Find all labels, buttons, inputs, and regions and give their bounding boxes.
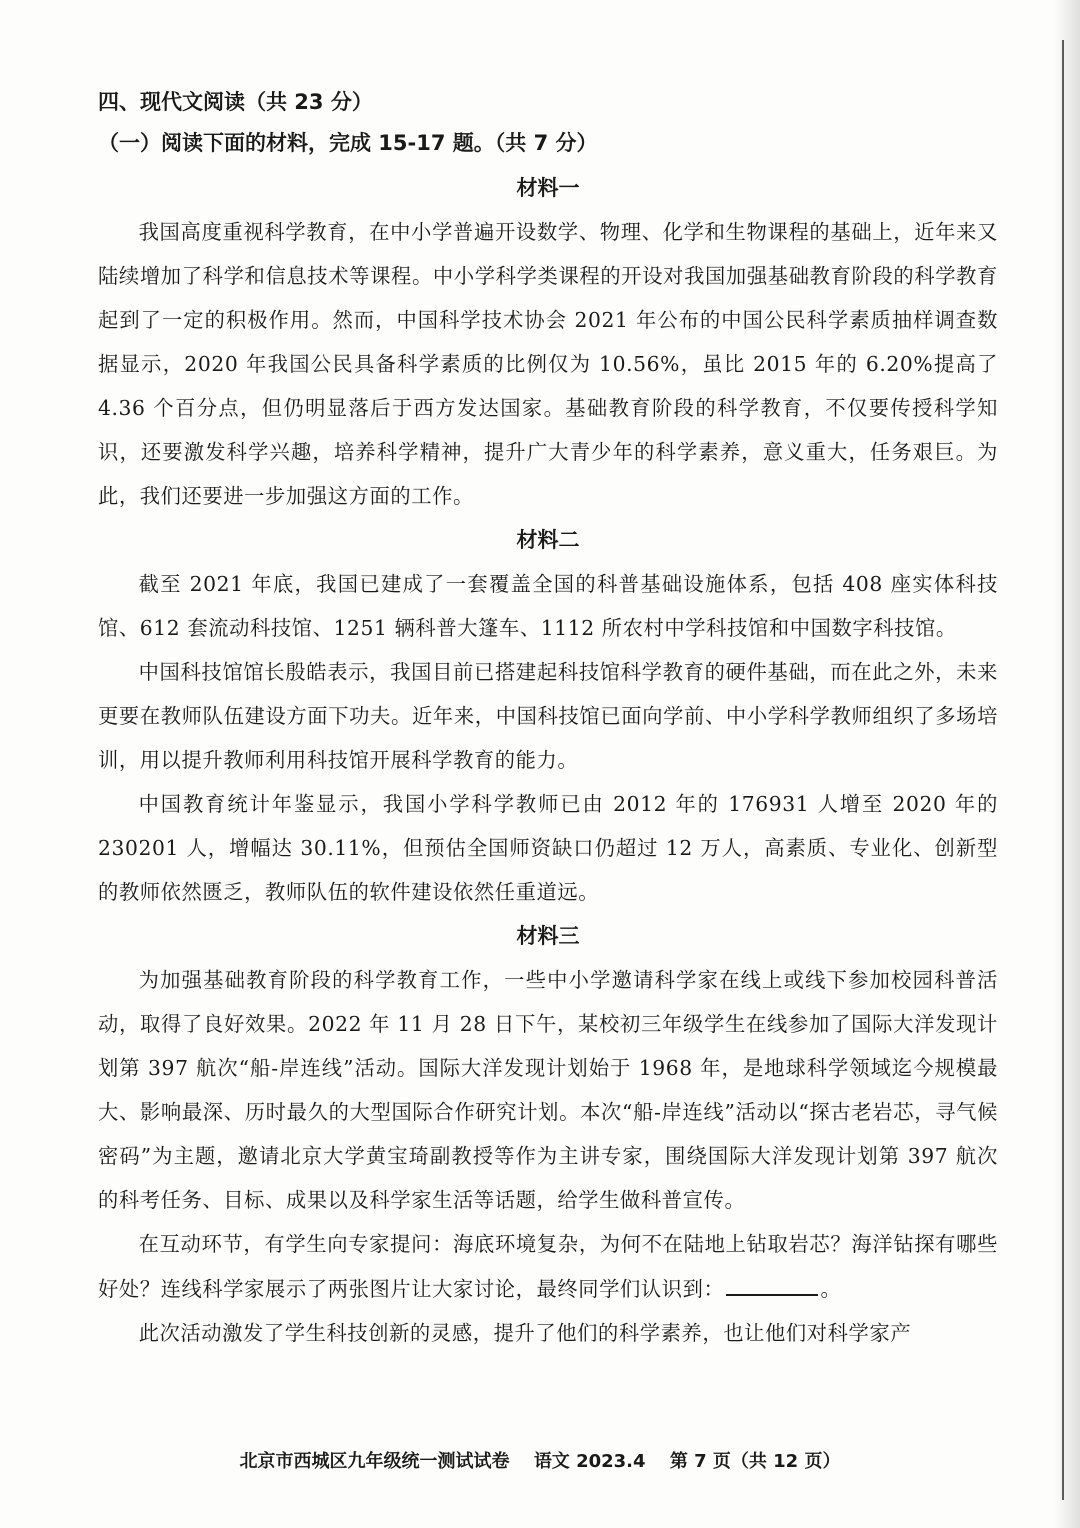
material-three — [98, 914, 998, 1355]
page-fold-line — [1062, 40, 1064, 1500]
question-end: 。 — [820, 1277, 842, 1301]
footer-exam-name: 北京市西城区九年级统一测试试卷 — [239, 1451, 510, 1472]
material-two — [98, 518, 998, 914]
footer-page-number: 第 7 页（共 12 页） — [669, 1451, 841, 1472]
material-three-paragraph: 为加强基础教育阶段的科学教育工作，一些中小学邀请科学家在线上或线下参加校园科普活动，取得了良好效果。2022 年 11 月 28 日下午，某校初三年级学生在线参加了国际大洋发现计划第 397 航次“船-岸连线”活动。国际大洋发现计划始于 1968 年，是地球科学领域迄今规模最大、影响最深、历时最久的大型国际合作研究计划。本次“船-岸连线”活动以“探古老岩芯，寻气候密码”为主题，邀请北京大学黄宝琦副教授等作为主讲专家，围绕国际大洋发现计划第 397 航次的科考任务、目标、成果以及科学家生活等话题，给学生做科普宣传。 — [98, 968, 998, 1212]
answer-blank[interactable] — [726, 1266, 818, 1296]
section-title: 四、现代文阅读（共 23 分） — [98, 90, 373, 114]
page-footer — [0, 1448, 1080, 1476]
section-subtitle: （一）阅读下面的材料，完成 15-17 题。（共 7 分） — [98, 131, 598, 155]
material-two-paragraph: 中国科技馆馆长殷皓表示，我国目前已搭建起科技馆科学教育的硬件基础，而在此之外，未来更要在教师队伍建设方面下功夫。近年来，中国科技馆已面向学前、中小学科学教师组织了多场培训，用以提升教师利用科技馆开展科学教育的能力。 — [98, 660, 998, 772]
material-one-paragraph: 我国高度重视科学教育，在中小学普遍开设数学、物理、化学和生物课程的基础上，近年来又陆续增加了科学和信息技术等课程。中小学科学类课程的开设对我国加强基础教育阶段的科学教育起到了一定的积极作用。然而，中国科学技术协会 2021 年公布的中国公民科学素质抽样调查数据显示，2020 年我国公民具备科学素质的比例仅为 10.56%，虽比 2015 年的 6.20%提高了 4.36 个百分点，但仍明显落后于西方发达国家。基础教育阶段的科学教育，不仅要传授科学知识，还要激发科学兴趣，培养科学精神，提升广大青少年的科学素养，意义重大，任务艰巨。为此，我们还要进一步加强这方面的工作。 — [98, 220, 998, 508]
material-three-paragraph: 此次活动激发了学生科技创新的灵感，提升了他们的科学素养，也让他们对科学家产 — [138, 1321, 912, 1345]
material-three-question-paragraph — [98, 1222, 998, 1311]
reading-section — [98, 84, 998, 1355]
page-edge-shadow — [1054, 0, 1080, 1528]
footer-subject: 语文 2023.4 — [533, 1451, 646, 1472]
material-one — [98, 166, 998, 518]
material-two-paragraph: 中国教育统计年鉴显示，我国小学科学教师已由 2012 年的 176931 人增至 2020 年的 230201 人，增幅达 30.11%，但预估全国师资缺口仍超过 12 万人，高素质、专业化、创新型的教师依然匮乏，教师队伍的软件建设依然任重道远。 — [98, 792, 998, 904]
material-one-title: 材料一 — [516, 176, 580, 200]
material-two-title: 材料二 — [516, 528, 580, 552]
material-two-paragraph: 截至 2021 年底，我国已建成了一套覆盖全国的科普基础设施体系，包括 408 座实体科技馆、612 套流动科技馆、1251 辆科普大篷车、1112 所农村中学科技馆和中国数字科技馆。 — [98, 572, 998, 640]
material-three-title: 材料三 — [516, 924, 580, 948]
question-text: 在互动环节，有学生向专家提问：海底环境复杂，为何不在陆地上钻取岩芯？海洋钻探有哪些好处？连线科学家展示了两张图片让大家讨论，最终同学们认识到： — [98, 1232, 998, 1301]
